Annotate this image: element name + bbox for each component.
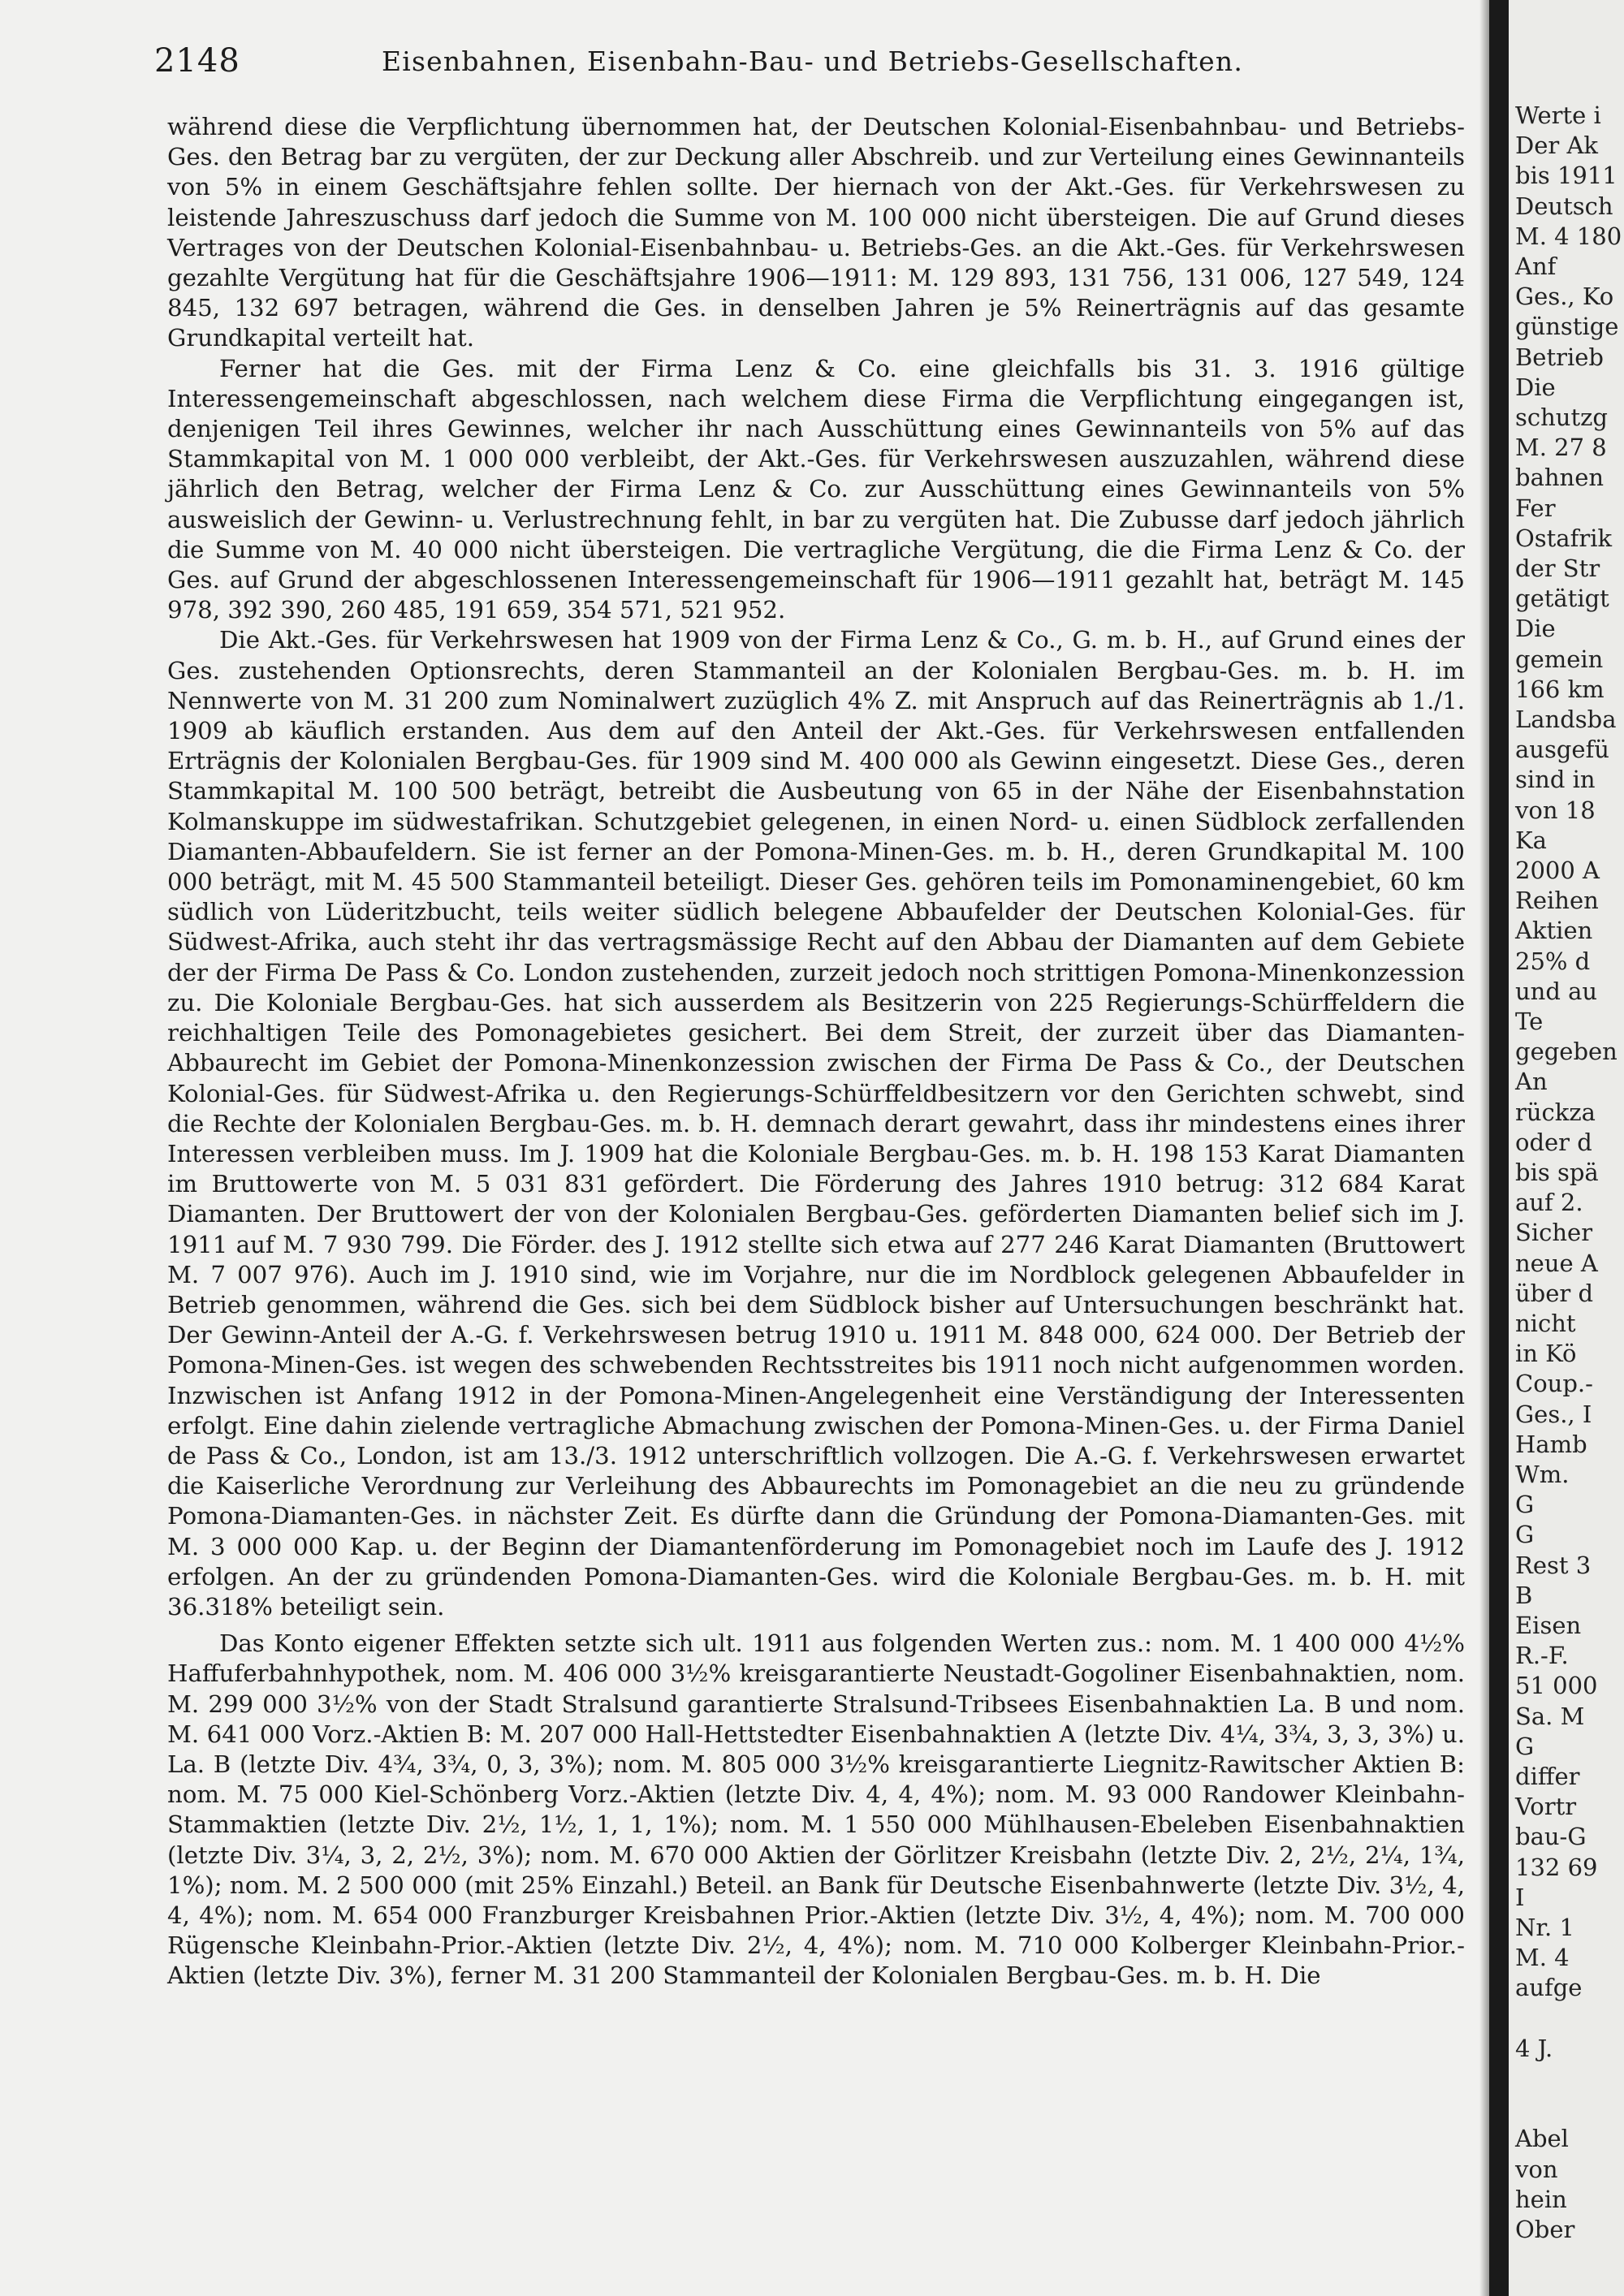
paragraph: Ferner hat die Ges. mit der Firma Lenz & Co. eine gleichfalls bis 31. 3. 1916 gültige Interessengemeinschaft abgeschlossen, nach welchem diese Firma die Verpflichtung eingegangen ist, denjenigen Teil ihres Gewinnes, welcher ihr nach Ausschüttung eines Gewinnanteils von 5% auf das Stammkapital von M. 1 000 000 verbleibt, der Akt.-Ges. für Verkehrswesen auszuzahlen, während diese jährlich den Betrag, welcher der Firma Lenz & Co. zur Ausschüttung eines Gewinnanteils von 5% ausweislich der Gewinn- u. Verlustrechnung fehlt, in bar zu vergüten hat. Die Zubusse darf jedoch jährlich die Summe von M. 40 000 nicht übersteigen. Die vertragliche Vergütung, die die Firma Lenz & Co. der Ges. auf Grund der abgeschlossenen Interessengemeinschaft für 1906—1911 gezahlt hat, beträgt M. 145 978, 392 390, 260 485, 191 659, 354 571, 521 952.: [167, 354, 1465, 624]
next-page-line-fragment: und au: [1515, 977, 1598, 1005]
next-page-line-fragment: Aktien: [1515, 917, 1593, 945]
next-page-line-fragment: 51 000: [1515, 1672, 1598, 1700]
next-page-line-fragment: Sa. M: [1515, 1702, 1585, 1730]
next-page-line-fragment: bis 1911: [1515, 162, 1618, 190]
next-page-line-fragment: bau-G: [1515, 1823, 1587, 1851]
next-page-line-fragment: Ober: [1515, 2216, 1575, 2243]
next-page-line-fragment: differ: [1515, 1763, 1580, 1790]
next-page-line-fragment: 25% d: [1515, 947, 1591, 975]
page-header: [154, 42, 1470, 84]
next-page-line-fragment: Deutsch: [1515, 192, 1613, 220]
next-page-line-fragment: Hamb: [1515, 1430, 1587, 1458]
next-page-line-fragment: Die: [1515, 373, 1556, 401]
next-page-line-fragment: aufge: [1515, 1974, 1583, 2002]
next-page-line-fragment: Vortr: [1515, 1793, 1577, 1821]
main-text: [167, 112, 1465, 1992]
next-page-line-fragment: von 18: [1515, 796, 1596, 824]
next-page-line-fragment: Ostafrik: [1515, 524, 1613, 552]
next-page-line-fragment: Fer: [1515, 494, 1556, 522]
next-page-line-fragment: 166 km: [1515, 675, 1605, 703]
next-page-line-fragment: Ges., I: [1515, 1400, 1592, 1428]
next-page-line-fragment: ausgefü: [1515, 736, 1609, 764]
next-page-line-fragment: in Kö: [1515, 1340, 1577, 1368]
next-page-line-fragment: sind in: [1515, 766, 1596, 794]
gutter-shadow: [1479, 0, 1489, 2296]
next-page-line-fragment: Landsba: [1515, 706, 1617, 733]
next-page-line-fragment: Betrieb: [1515, 343, 1604, 371]
next-page-line-fragment: R.-F.: [1515, 1642, 1569, 1670]
next-page-line-fragment: B: [1515, 1581, 1533, 1609]
next-page-line-fragment: gegeben: [1515, 1038, 1618, 1066]
next-page-line-fragment: Abel: [1515, 2125, 1569, 2153]
next-page-line-fragment: G: [1515, 1732, 1535, 1760]
paragraph: Das Konto eigener Effekten setzte sich ult. 1911 aus folgenden Werten zus.: nom. M. 1 400 000 4½% Haffuferbahnhypothek, nom. M. 406 000 3½% kreisgarantierte Neustadt-Gogoliner Eisenbahnaktien, nom. M. 299 000 3½% von der Stadt Stralsund garantierte Stralsund-Tribsees Eisenbahnaktien La. B und nom. M. 641 000 Vorz.-Aktien B: M. 207 000 Hall-Hettstedter Eisenbahnaktien A (letzte Div. 4¼, 3¾, 3, 3, 3%) u. La. B (letzte Div. 4¾, 3¾, 0, 3, 3%); nom. M. 805 000 3½% kreisgarantierte Liegnitz-Rawitscher Aktien B: nom. M. 75 000 Kiel-Schönberg Vorz.-Aktien (letzte Div. 4, 4, 4%); nom. M. 93 000 Randower Kleinbahn-Stammaktien (letzte Div. 2½, 1½, 1, 1, 1%); nom. M. 1 550 000 Mühlhausen-Ebeleben Eisenbahnaktien (letzte Div. 3¼, 3, 2, 2½, 3%); nom. M. 670 000 Aktien der Görlitzer Kreisbahn (letzte Div. 2, 2½, 2¼, 1¾, 1%); nom. M. 2 500 000 (mit 25% Einzahl.) Beteil. an Bank für Deutsche Eisenbahnwerte (letzte Div. 3½, 4, 4, 4%); nom. M. 654 000 Franzburger Kreisbahnen Prior.-Aktien (letzte Div. 3½, 4, 4%); nom. M. 700 000 Rügensche Kleinbahn-Prior.-Aktien (letzte Div. 2½, 4, 4%); nom. M. 710 000 Kolberger Kleinbahn-Prior.-Aktien (letzte Div. 3%), ferner M. 31 200 Stammanteil der Kolonialen Bergbau-Ges. m. b. H. Die: [167, 1629, 1465, 1990]
next-page-line-fragment: G: [1515, 1521, 1535, 1549]
next-page-line-fragment: M. 4 180: [1515, 222, 1622, 250]
next-page-line-fragment: von: [1515, 2155, 1558, 2183]
next-page-line-fragment: Die: [1515, 615, 1556, 643]
next-page-line-fragment: der Str: [1515, 555, 1600, 582]
next-page-line-fragment: Der Ak: [1515, 132, 1599, 160]
next-page-line-fragment: M. 27 8: [1515, 434, 1607, 462]
paragraph: während diese die Verpflichtung übernommen hat, der Deutschen Kolonial-Eisenbahnbau- und Betriebs-Ges. den Betrag bar zu vergüten, der zur Deckung aller Abschreib. und zur Verteilung eines Gewinnanteils von 5% in einem Geschäftsjahre fehlen sollte. Der hiernach von der Akt.-Ges. für Verkehrswesen zu leistende Jahreszuschuss darf jedoch die Summe von M. 100 000 nicht übersteigen. Die auf Grund dieses Vertrages von der Deutschen Kolonial-Eisenbahnbau- u. Betriebs-Ges. an die Akt.-Ges. für Verkehrswesen gezahlte Vergütung hat für die Geschäftsjahre 1906—1911: M. 129 893, 131 756, 131 006, 127 549, 124 845, 132 697 betragen, während die Ges. in denselben Jahren je 5% Reinerträgnis auf das gesamte Grundkapital verteilt hat.: [167, 113, 1465, 352]
next-page-line-fragment: Sicher: [1515, 1219, 1593, 1247]
next-page-line-fragment: nicht: [1515, 1310, 1576, 1337]
next-page-line-fragment: auf 2.: [1515, 1189, 1583, 1217]
next-page-line-fragment: Coup.-: [1515, 1370, 1593, 1398]
next-page-line-fragment: bahnen: [1515, 464, 1605, 492]
paragraph: Die Akt.-Ges. für Verkehrswesen hat 1909 von der Firma Lenz & Co., G. m. b. H., auf Grund eines der Ges. zustehenden Optionsrechts, deren Stammanteil an der Kolonialen Bergbau-Ges. m. b. H. im Nennwerte von M. 31 200 zum Nominalwert zuzüglich 4% Z. mit Anspruch auf das Reinerträgnis ab 1./1. 1909 ab käuflich erstanden. Aus dem auf den Anteil der Akt.-Ges. für Verkehrswesen entfallenden Erträgnis der Kolonialen Bergbau-Ges. für 1909 sind M. 400 000 als Gewinn eingesetzt. Diese Ges., deren Stammkapital M. 100 500 beträgt, betreibt die Ausbeutung von 65 in der Nähe der Eisenbahnstation Kolmanskuppe im südwestafrikan. Schutzgebiet gelegenen, in einen Nord- u. einen Südblock zerfallenden Diamanten-Abbaufeldern. Sie ist ferner an der Pomona-Minen-Ges. m. b. H., deren Grundkapital M. 100 000 beträgt, mit M. 45 500 Stammanteil beteiligt. Dieser Ges. gehören teils im Pomonaminengebiet, 60 km südlich von Lüderitzbucht, teils weiter südlich belegene Abbaufelder der Deutschen Kolonial-Ges. für Südwest-Afrika, auch steht ihr das vertragsmässige Recht auf den Abbau der Diamanten auf dem Gebiete der der Firma De Pass & Co. London zustehenden, zurzeit jedoch noch strittigen Pomona-Minenkonzession zu. Die Koloniale Bergbau-Ges. hat sich ausserdem als Besitzerin von 225 Regierungs-Schürffeldern die reichhaltigen Teile des Pomonagebietes gesichert. Bei dem Streit, der zurzeit über das Diamanten-Abbaurecht im Gebiet der Pomona-Minenkonzession zwischen der Firma De Pass & Co., der Deutschen Kolonial-Ges. für Südwest-Afrika u. den Regierungs-Schürffeldbesitzern vor den Gerichten schwebt, sind die Rechte der Kolonialen Bergbau-Ges. m. b. H. demnach derart gewahrt, dass ihr mindestens eines ihrer Interessen verbleiben muss. Im J. 1909 hat die Koloniale Bergbau-Ges. m. b. H. 198 153 Karat Diamanten im Bruttowerte von M. 5 031 831 gefördert. Die Förderung des Jahres 1910 betrug: 312 684 Karat Diamanten. Der Bruttowert der von der Kolonialen Bergbau-Ges. geförderten Diamanten belief sich im J. 1911 auf M. 7 930 799. Die Förder. des J. 1912 stellte sich etwa auf 277 246 Karat Diamanten (Bruttowert M. 7 007 976). Auch im J. 1910 sind, wie im Vorjahre, nur die im Nordblock gelegenen Abbaufelder in Betrieb genommen, während die Ges. sich bei dem Südblock bisher auf Untersuchungen beschränkt hat. Der Gewinn-Anteil der A.-G. f. Verkehrswesen betrug 1910 u. 1911 M. 848 000, 624 000. Der Betrieb der Pomona-Minen-Ges. ist wegen des schwebenden Rechtsstreites bis 1911 noch nicht aufgenommen worden. Inzwischen ist Anfang 1912 in der Pomona-Minen-Angelegenheit eine Verständigung der Interessenten erfolgt. Eine dahin zielende vertragliche Abmachung zwischen der Pomona-Minen-Ges. u. der Firma Daniel de Pass & Co., London, ist am 13./3. 1912 unterschriftlich vollzogen. Die A.-G. f. Verkehrswesen erwartet die Kaiserliche Verordnung zur Verleihung des Abbaurechts im Pomonagebiet an die neu zu gründende Pomona-Diamanten-Ges. in nächster Zeit. Es dürfte dann die Gründung der Pomona-Diamanten-Ges. mit M. 3 000 000 Kap. u. der Beginn der Diamantenförderung im Pomonagebiet noch im Laufe des J. 1912 erfolgen. An der zu gründenden Pomona-Diamanten-Ges. wird die Koloniale Bergbau-Ges. m. b. H. mit 36.318% beteiligt sein.: [167, 626, 1465, 1621]
next-page-line-fragment: bis spä: [1515, 1159, 1599, 1186]
adjacent-page-fragment: [1509, 0, 1624, 2296]
page-number: 2148: [154, 42, 240, 80]
next-page-line-fragment: neue A: [1515, 1249, 1598, 1277]
next-page-line-fragment: Anf: [1515, 252, 1557, 280]
next-page-line-fragment: hein: [1515, 2185, 1567, 2213]
next-page-line-fragment: 2000 A: [1515, 857, 1600, 884]
next-page-line-fragment: Werte i: [1515, 101, 1601, 129]
next-page-line-fragment: Wm.: [1515, 1461, 1570, 1488]
book-gutter: [1489, 0, 1509, 2296]
next-page-line-fragment: 4 J.: [1515, 2034, 1553, 2062]
next-page-line-fragment: Reihen: [1515, 887, 1599, 915]
next-page-line-fragment: I: [1515, 1883, 1525, 1911]
next-page-line-fragment: schutzg: [1515, 404, 1608, 431]
next-page-line-fragment: Te: [1515, 1008, 1544, 1035]
running-head: Eisenbahnen, Eisenbahn-Bau- und Betriebs-Gesellschaften.: [382, 45, 1244, 77]
next-page-line-fragment: 132 69: [1515, 1853, 1598, 1881]
next-page-line-fragment: gemein: [1515, 645, 1604, 673]
next-page-line-fragment: über d: [1515, 1279, 1594, 1307]
next-page-line-fragment: Nr. 1: [1515, 1914, 1574, 1941]
next-page-line-fragment: Rest 3: [1515, 1551, 1592, 1579]
next-page-line-fragment: G: [1515, 1491, 1535, 1519]
next-page-line-fragment: oder d: [1515, 1128, 1592, 1156]
next-page-line-fragment: M. 4: [1515, 1944, 1570, 1972]
next-page-line-fragment: getätigt: [1515, 585, 1609, 613]
next-page-line-fragment: Ges., Ko: [1515, 283, 1614, 311]
next-page-line-fragment: günstige: [1515, 313, 1619, 341]
next-page-line-fragment: rückza: [1515, 1098, 1596, 1126]
next-page-line-fragment: Ka: [1515, 826, 1547, 854]
next-page-line-fragment: An: [1515, 1068, 1548, 1096]
next-page-line-fragment: Eisen: [1515, 1612, 1582, 1639]
